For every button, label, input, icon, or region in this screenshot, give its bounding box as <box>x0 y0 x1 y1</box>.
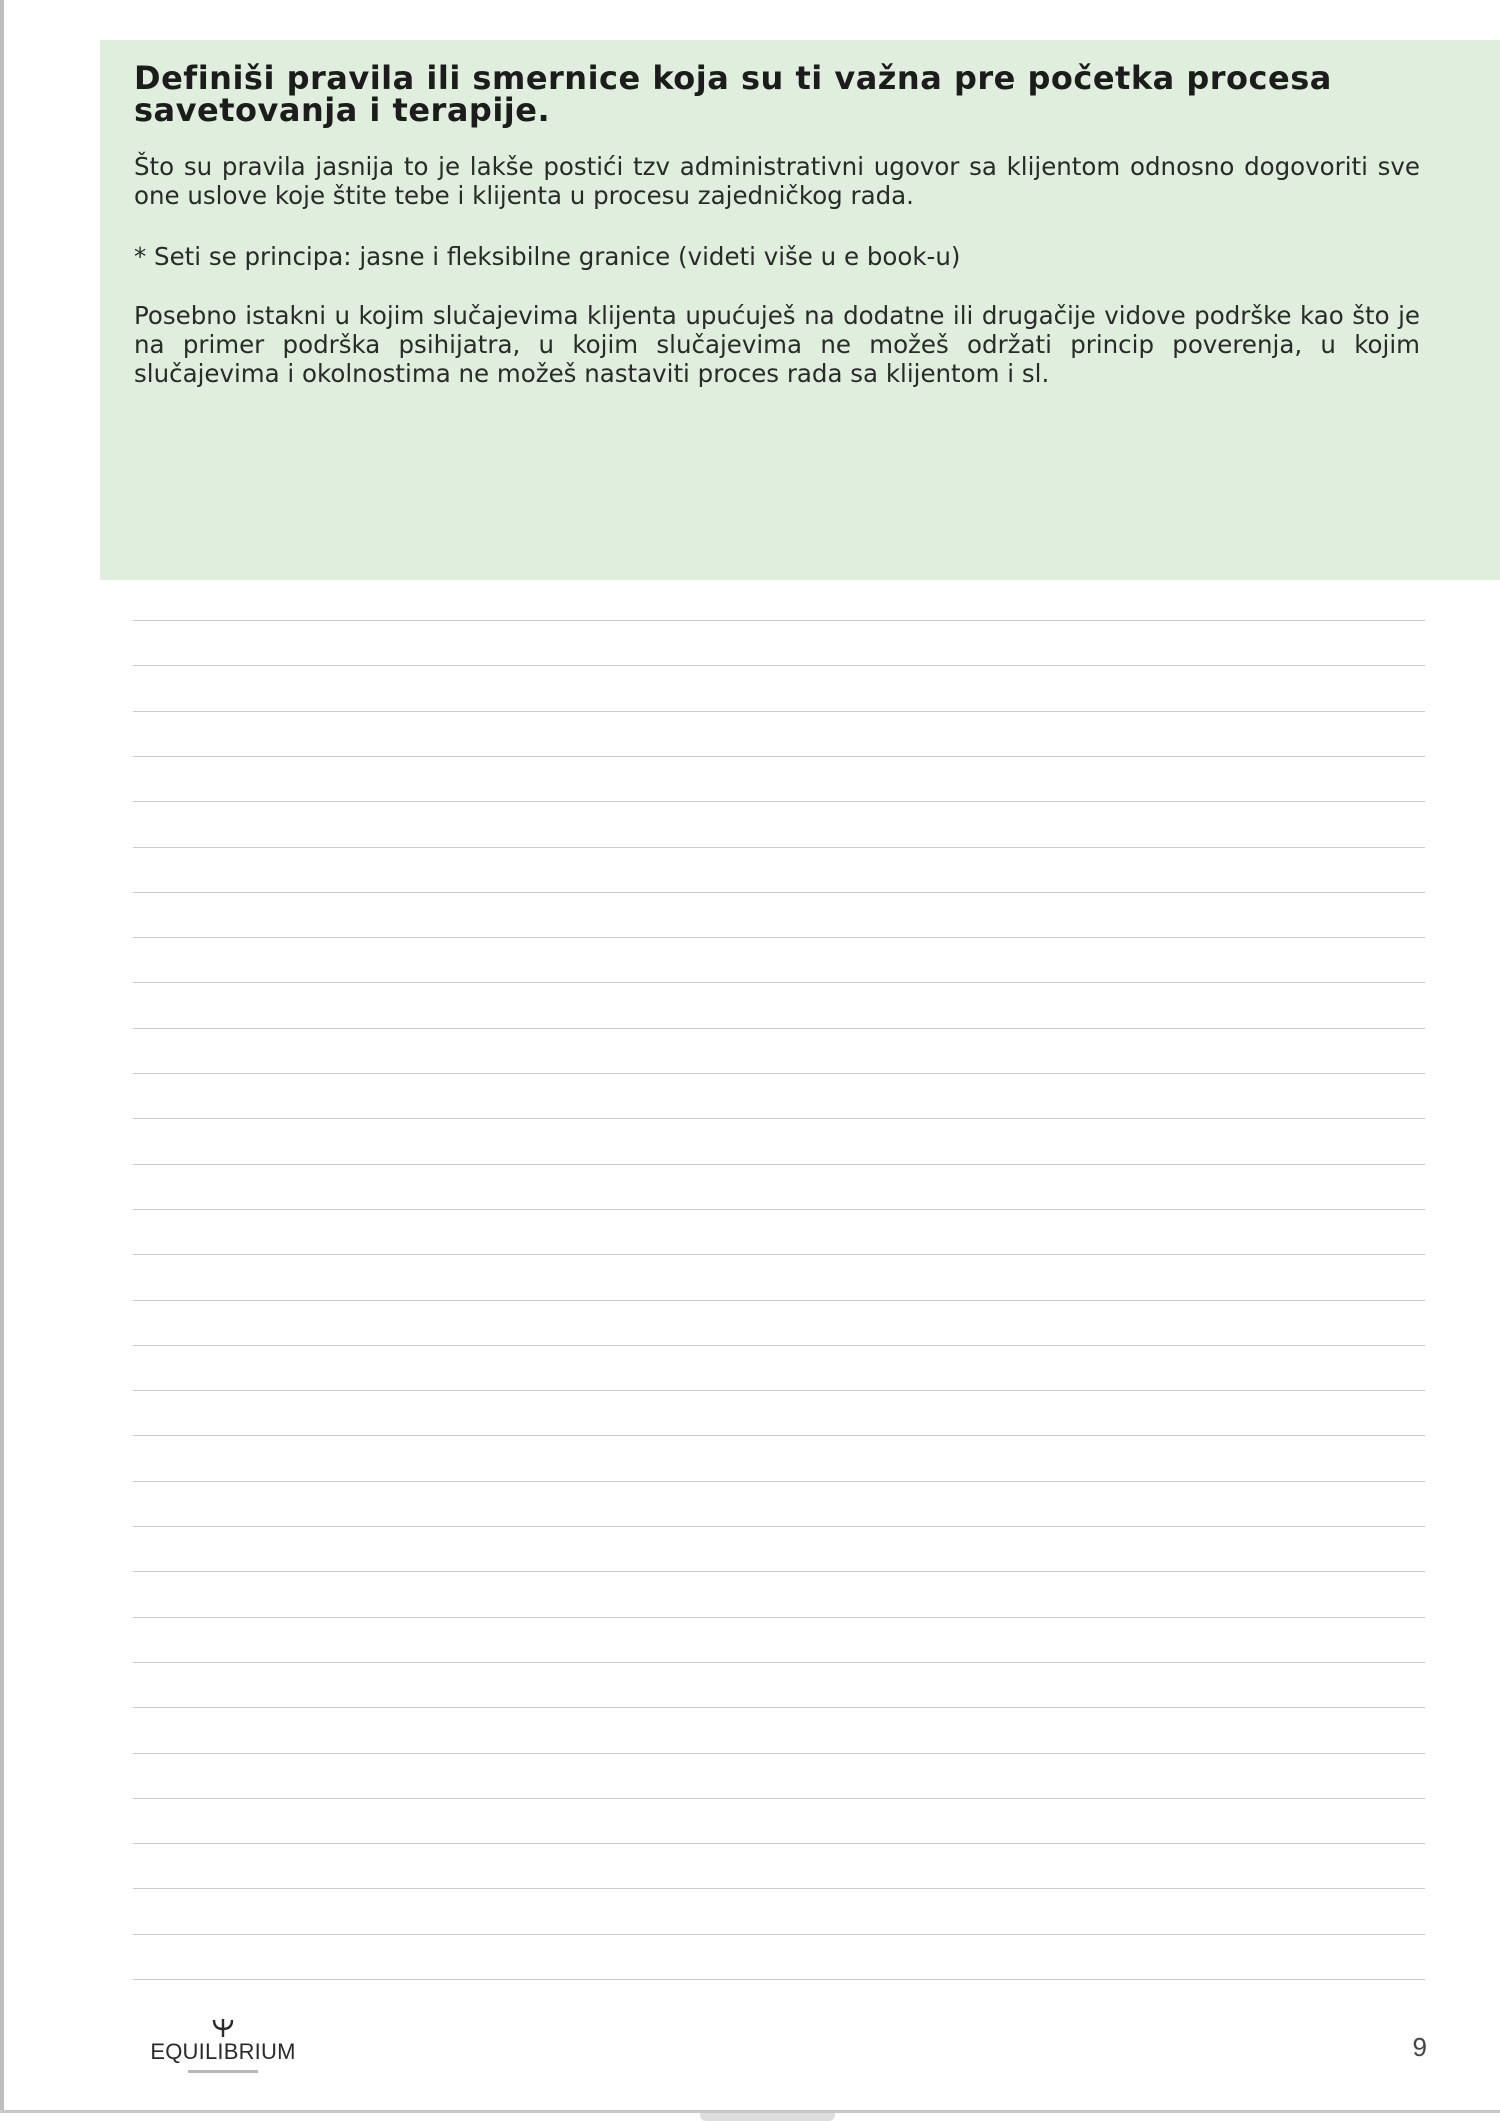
writing-line[interactable] <box>133 1209 1425 1210</box>
writing-line[interactable] <box>133 1118 1425 1119</box>
writing-line[interactable] <box>133 1073 1425 1074</box>
writing-line[interactable] <box>133 1164 1425 1165</box>
writing-line[interactable] <box>133 1390 1425 1391</box>
instruction-paragraph-2: Posebno istakni u kojim slučajevima klijenta upućuješ na dodatne ili drugačije vidove podrške kao što je na primer podrška psihijatra, u kojim slučajevima ne možeš održati princip poverenja, u kojim slučajevima i okolnostima ne možeš nastaviti proces rada sa klijentom i sl. <box>134 301 1420 388</box>
logo-wordmark: EQUILIBRIUM <box>150 2039 296 2064</box>
instruction-heading: Definiši pravila ili smernice koja su ti važna pre početka procesa savetovanja i terapije. <box>134 59 1332 129</box>
writing-line[interactable] <box>133 982 1425 983</box>
writing-line[interactable] <box>133 711 1425 712</box>
writing-line[interactable] <box>133 1798 1425 1799</box>
page-number: 9 <box>1412 2032 1427 2062</box>
writing-line[interactable] <box>133 1028 1425 1029</box>
writing-line[interactable] <box>133 1254 1425 1255</box>
writing-line[interactable] <box>133 892 1425 893</box>
writing-line[interactable] <box>133 1526 1425 1527</box>
writing-line[interactable] <box>133 1617 1425 1618</box>
writing-line[interactable] <box>133 1753 1425 1754</box>
writing-line[interactable] <box>133 1481 1425 1482</box>
writing-line[interactable] <box>133 620 1425 621</box>
writing-line[interactable] <box>133 1843 1425 1844</box>
equilibrium-logo <box>133 2018 313 2088</box>
writing-line[interactable] <box>133 1300 1425 1301</box>
writing-line[interactable] <box>133 1435 1425 1436</box>
writing-line[interactable] <box>133 937 1425 938</box>
writing-line[interactable] <box>133 1662 1425 1663</box>
writing-line[interactable] <box>133 665 1425 666</box>
page-bottom-tab <box>700 2113 835 2121</box>
instruction-box <box>100 40 1500 580</box>
instruction-note: * Seti se principa: jasne i fleksibilne granice (videti više u e book-u) <box>134 242 961 271</box>
writing-line[interactable] <box>133 801 1425 802</box>
logo-tagline-mark <box>188 2070 258 2073</box>
writing-line[interactable] <box>133 1934 1425 1935</box>
psi-icon <box>212 2018 234 2038</box>
writing-line[interactable] <box>133 1707 1425 1708</box>
writing-line[interactable] <box>133 756 1425 757</box>
writing-lines-area[interactable] <box>133 620 1425 1990</box>
instruction-paragraph-1: Što su pravila jasnija to je lakše postići tzv administrativni ugovor sa klijentom odnosno dogovoriti sve one uslove koje štite tebe i klijenta u procesu zajedničkog rada. <box>134 152 1420 210</box>
writing-line[interactable] <box>133 1571 1425 1572</box>
writing-line[interactable] <box>133 1979 1425 1980</box>
page-left-edge <box>0 0 4 2110</box>
writing-line[interactable] <box>133 1888 1425 1889</box>
writing-line[interactable] <box>133 1345 1425 1346</box>
writing-line[interactable] <box>133 847 1425 848</box>
